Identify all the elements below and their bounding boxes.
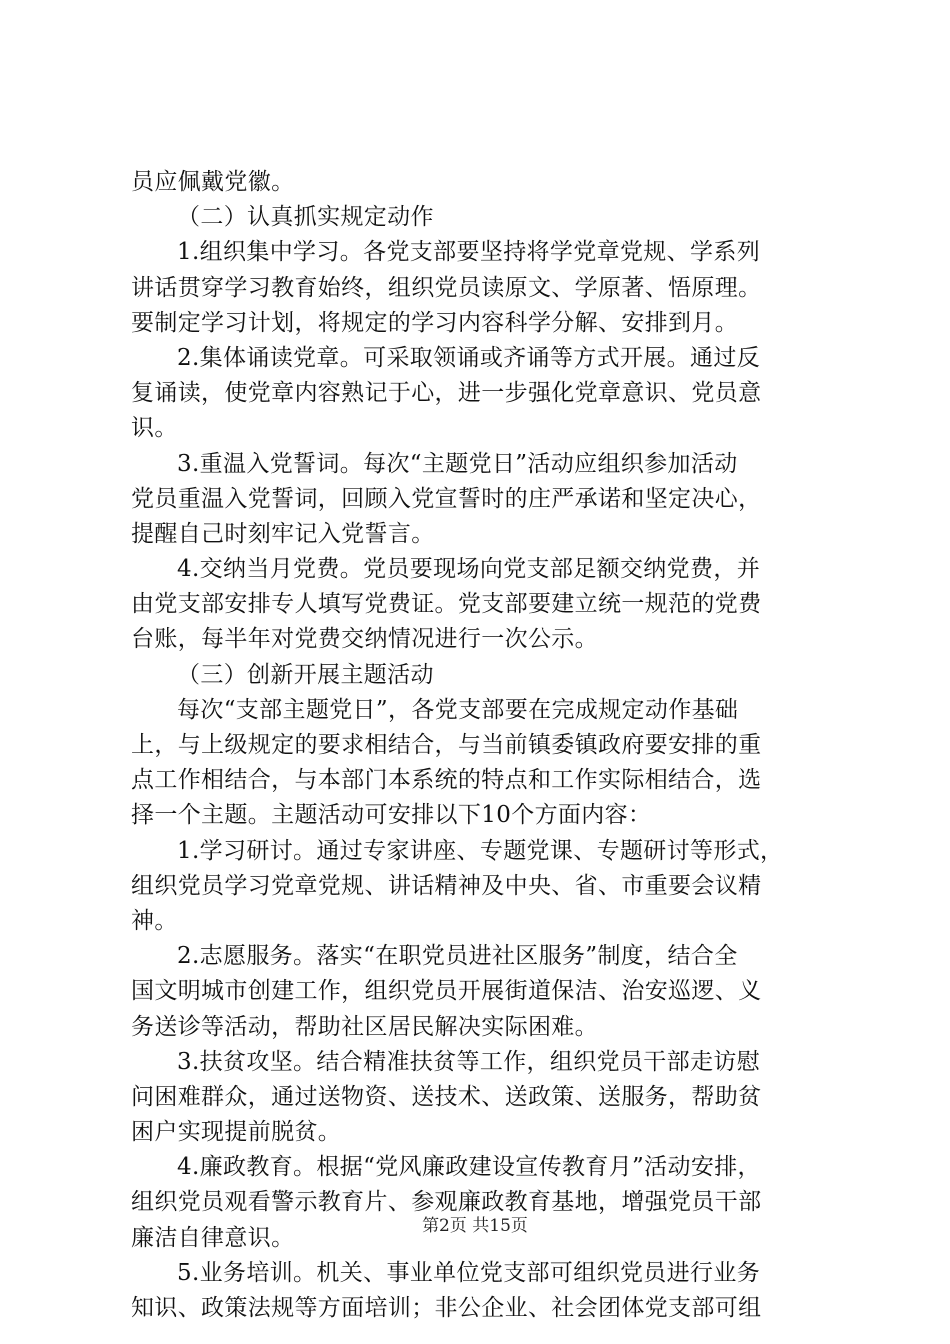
text-line: 讲话贯穿学习教育始终，组织党员读原文、学原著、悟原理。 bbox=[131, 274, 762, 301]
text-line: 神。 bbox=[131, 907, 178, 934]
section-heading: （二）认真抓实规定动作 bbox=[177, 204, 434, 231]
text-line: 1.组织集中学习。各党支部要坚持将学党章党规、学系列 bbox=[177, 239, 761, 266]
text-line: 国文明城市创建工作，组织党员开展街道保洁、治安巡逻、义 bbox=[131, 978, 762, 1005]
text-line: 党员重温入党誓词，回顾入党宣誓时的庄严承诺和坚定决心， bbox=[131, 485, 762, 512]
text-line: 员应佩戴党徽。 bbox=[131, 169, 295, 195]
text-line: 1.学习研讨。通过专家讲座、专题党课、专题研讨等形式， bbox=[177, 837, 784, 864]
text-line: 每次“支部主题党日”，各党支部要在完成规定动作基础 bbox=[177, 696, 739, 723]
text-line: 4.廉政教育。根据“党风廉政建设宣传教育月”活动安排， bbox=[177, 1154, 761, 1181]
section-heading: （三）创新开展主题活动 bbox=[177, 661, 434, 688]
text-line: 由党支部安排专人填写党费证。党支部要建立统一规范的党费 bbox=[131, 591, 762, 618]
text-line: 3.重温入党誓词。每次“主题党日”活动应组织参加活动 bbox=[177, 450, 738, 477]
text-line: 困户实现提前脱贫。 bbox=[131, 1119, 342, 1146]
text-line: 择一个主题。主题活动可安排以下10个方面内容： bbox=[131, 802, 652, 829]
text-line: 知识、政策法规等方面培训；非公企业、社会团体党支部可组 bbox=[131, 1295, 762, 1321]
text-line: 点工作相结合，与本部门本系统的特点和工作实际相结合，选 bbox=[131, 767, 762, 794]
text-line: 组织党员观看警示教育片、参观廉政教育基地，增强党员干部 bbox=[131, 1189, 762, 1216]
text-line: 3.扶贫攻坚。结合精准扶贫等工作，组织党员干部走访慰 bbox=[177, 1048, 761, 1075]
text-line: 务送诊等活动，帮助社区居民解决实际困难。 bbox=[131, 1013, 598, 1040]
text-line: 组织党员学习党章党规、讲话精神及中央、省、市重要会议精 bbox=[131, 872, 762, 899]
page-footer: 第2页 共15页 bbox=[422, 1216, 528, 1236]
text-line: 要制定学习计划，将规定的学习内容科学分解、安排到月。 bbox=[131, 309, 739, 336]
text-line: 台账，每半年对党费交纳情况进行一次公示。 bbox=[131, 626, 598, 653]
text-line: 2.集体诵读党章。可采取领诵或齐诵等方式开展。通过反 bbox=[177, 344, 761, 371]
text-line: 上，与上级规定的要求相结合，与当前镇委镇政府要安排的重 bbox=[131, 732, 762, 758]
body-text bbox=[131, 165, 831, 1326]
text-line: 5.业务培训。机关、事业单位党支部可组织党员进行业务 bbox=[177, 1259, 761, 1286]
text-line: 廉洁自律意识。 bbox=[131, 1224, 295, 1251]
text-line: 复诵读，使党章内容熟记于心，进一步强化党章意识、党员意 bbox=[131, 380, 762, 407]
text-line: 识。 bbox=[131, 415, 178, 442]
text-line: 4.交纳当月党费。党员要现场向党支部足额交纳党费，并 bbox=[177, 556, 761, 583]
text-line: 问困难群众，通过送物资、送技术、送政策、送服务，帮助贫 bbox=[131, 1083, 762, 1110]
text-line: 2.志愿服务。落实“在职党员进社区服务”制度，结合全 bbox=[177, 943, 738, 970]
text-line: 提醒自己时刻牢记入党誓言。 bbox=[131, 520, 435, 547]
